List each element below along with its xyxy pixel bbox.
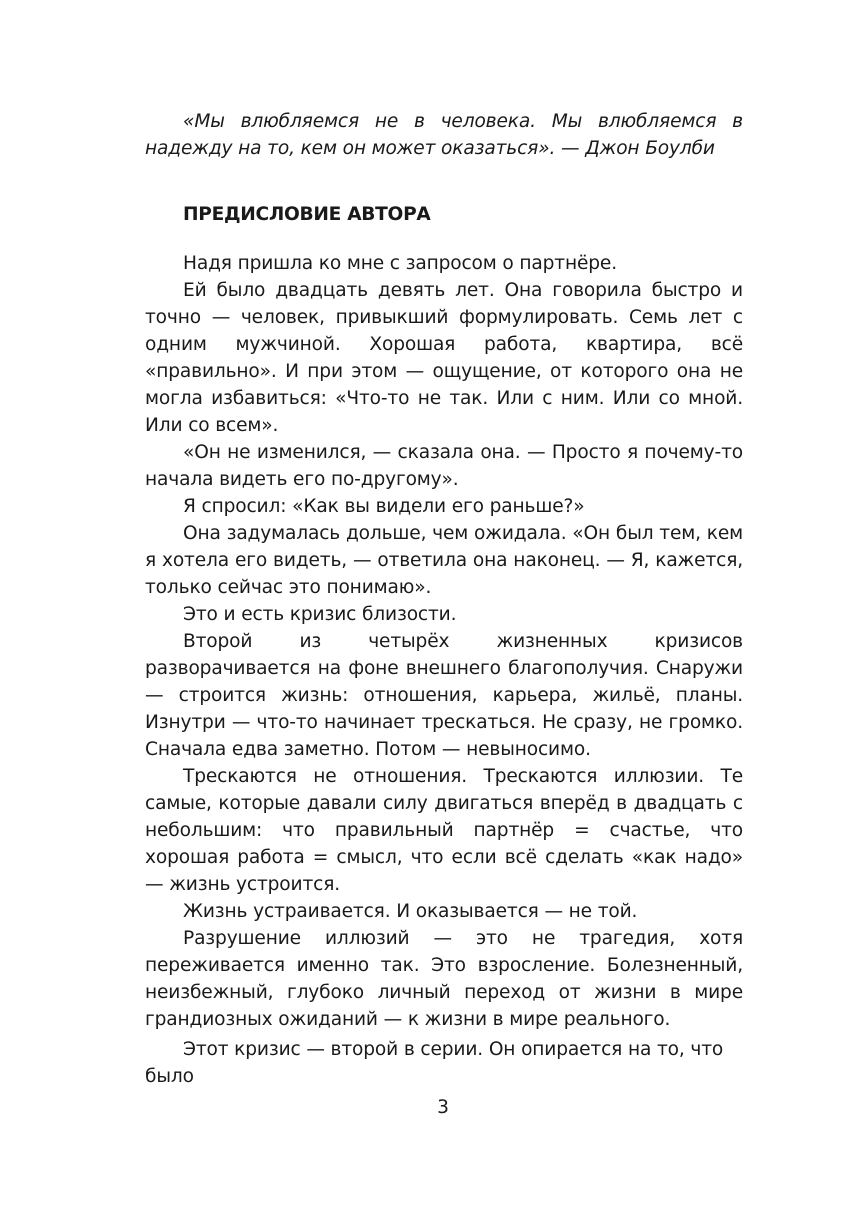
epigraph: [145, 108, 743, 162]
paragraph: Ей было двадцать девять лет. Она говорила быстро и точно — человек, привыкший формулировать. Семь лет с одним мужчиной. Хорошая работа, квартира, всё «правильно». И при этом — ощущение, от которого она не могла избавиться: «Что-то не так. Или с ним. Или со мной. Или со всем».: [145, 280, 743, 436]
paragraph: Этот кризис — второй в серии. Он опирается на то, что было: [145, 1039, 724, 1087]
paragraph: Она задумалась дольше, чем ожидала. «Он был тем, кем я хотела его видеть, — ответила она наконец. — Я, кажется, только сейчас это понимаю».: [145, 523, 743, 598]
paragraph: «Он не изменился, — сказала она. — Просто я почему-то начала видеть его по-другому».: [145, 442, 743, 490]
page-number: 3: [437, 1097, 449, 1118]
paragraph: Второй из четырёх жизненных кризисов разворачивается на фоне внешнего благополучия. Снаружи — строится жизнь: отношения, карьера, жильё, планы. Изнутри — что-то начинает трескаться. Не сразу, не громко. Сначала едва заметно. Потом — невыносимо.: [145, 631, 743, 760]
epigraph-text: «Мы влюбляемся не в человека. Мы влюбляемся в надежду на то, кем он может оказаться». — Джон Боулби: [145, 111, 743, 159]
paragraph: Трескаются не отношения. Трескаются иллюзии. Те самые, которые давали силу двигаться вперёд в двадцать с небольшим: что правильный партнёр = счастье, что хорошая работа = смысл, что если всё сделать «как надо» — жизнь устроится.: [145, 766, 743, 895]
paragraph: Я спросил: «Как вы видели его раньше?»: [183, 496, 585, 517]
section-3: [145, 1036, 743, 1090]
section-heading: ПРЕДИСЛОВИЕ АВТОРА: [183, 204, 431, 225]
section-1: [145, 250, 743, 628]
paragraph: Жизнь устраивается. И оказывается — не той.: [183, 901, 638, 922]
section-2: [145, 628, 743, 1033]
paragraph: Надя пришла ко мне с запросом о партнёре.: [183, 253, 617, 274]
paragraph: Разрушение иллюзий — это не трагедия, хотя переживается именно так. Это взросление. Болезненный, неизбежный, глубоко личный переход от жизни в мире грандиозных ожиданий — к жизни в мире реального.: [145, 928, 743, 1030]
paragraph: Это и есть кризис близости.: [183, 604, 457, 625]
